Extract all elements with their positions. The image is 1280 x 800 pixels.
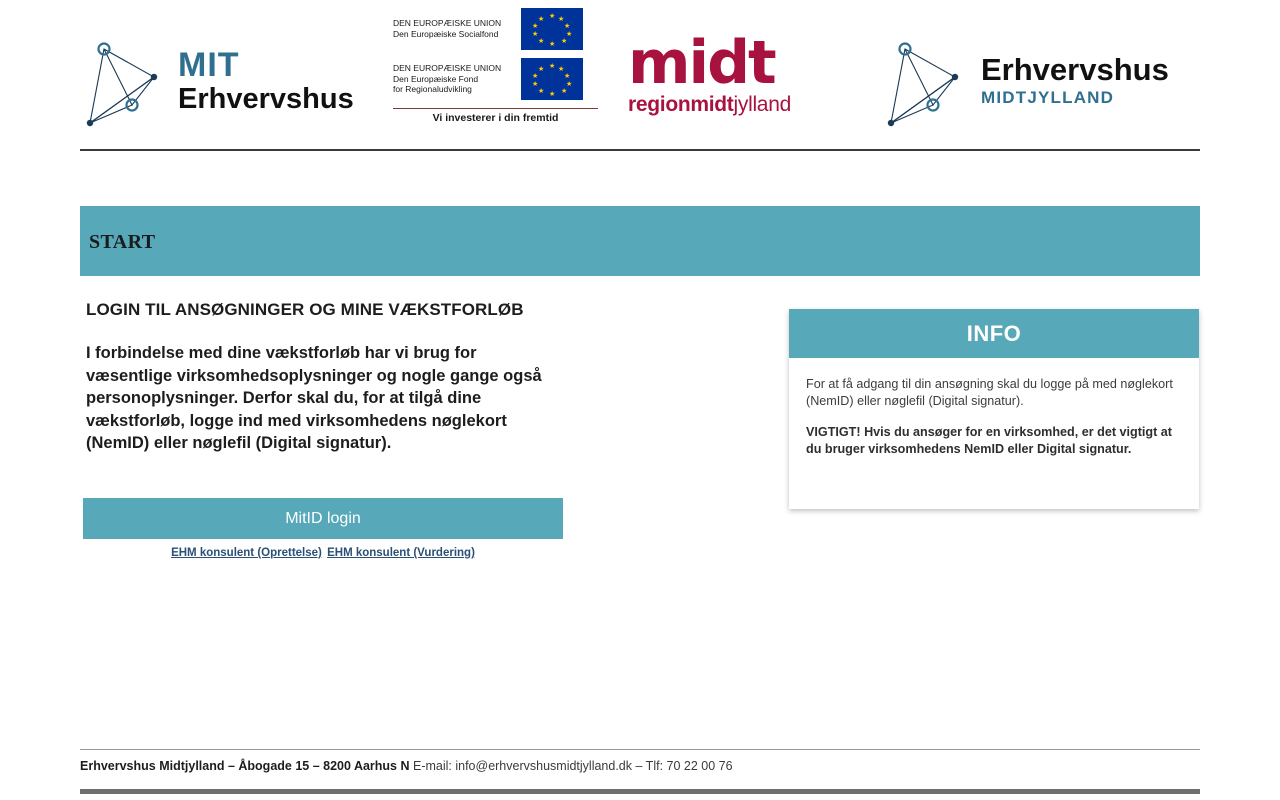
link-ehm-konsulent-oprettelse[interactable]: EHM konsulent (Oprettelse)	[171, 547, 322, 559]
logo-mit-line1: MIT	[178, 45, 240, 84]
eu-b1-line2: Den Europæiske Socialfond	[393, 29, 499, 39]
logo-mit-erhvervshus	[82, 33, 432, 128]
eu-b2-line3: for Regionaludvikling	[393, 84, 472, 95]
eu-block-socialfond	[393, 4, 598, 54]
logo-midt-sub-region: region	[628, 93, 691, 116]
eu-b2-line1: DEN EUROPÆISKE UNION	[393, 63, 502, 74]
link-ehm-konsulent-vurdering[interactable]: EHM konsulent (Vurdering)	[327, 547, 475, 559]
footer-divider	[80, 749, 1200, 750]
logo-mit-line2: Erhvervshus	[178, 82, 354, 115]
login-intro-text: I forbindelse med dine vækstforløb har vi brug for væsentlige virksomhedsoplysninger og nogle gange også personoplysninger. Derfor skal du, for at tilgå dine vækstforløb, logge ind med virksomhedens nøglekort (NemID) eller nøglefil (Digital signatur).	[86, 344, 542, 452]
eu-b2-line2: Den Europæiske Fond	[393, 73, 479, 84]
footer-company: Erhvervshus Midtjylland – Åbogade 15 – 8200 Aarhus N	[80, 759, 410, 773]
logo-right-line2: MIDTJYLLAND	[981, 87, 1115, 107]
logo-midt-sub	[628, 94, 833, 116]
info-panel-title: INFO	[789, 309, 1199, 358]
eu-b1-line1: DEN EUROPÆISKE UNION	[393, 18, 502, 29]
network-nodes-icon	[883, 33, 973, 128]
network-nodes-icon	[82, 33, 172, 128]
footer-bottom-bar	[80, 789, 1200, 794]
logo-eu-funds	[393, 4, 598, 129]
logo-erhvervshus-midtjylland	[883, 33, 1203, 128]
page-title: START	[89, 231, 156, 253]
site-header	[80, 0, 1200, 151]
footer-contact	[80, 759, 733, 773]
logo-region-midtjylland	[628, 28, 833, 127]
start-banner	[80, 206, 1200, 276]
logo-midt-sub-midt: midt	[690, 93, 734, 116]
eu-block-regionaludvikling	[393, 54, 598, 104]
logo-midt-sub-jylland: jylland	[733, 93, 791, 116]
footer-contact-details: E-mail: info@erhvervshusmidtjylland.dk – Tlf: 70 22 00 76	[409, 759, 733, 773]
eu-flag-icon: ★ ★ ★ ★ ★ ★ ★ ★ ★ ★	[521, 8, 583, 50]
login-headline: LOGIN TIL ANSØGNINGER OG MINE VÆKSTFORLØB	[86, 300, 524, 319]
eu-slogan: Vi investerer i din fremtid	[432, 112, 559, 124]
logo-right-line1: Erhvervshus	[981, 52, 1169, 88]
mitid-login-button[interactable]: MitID login	[83, 498, 563, 539]
consultant-links	[83, 547, 563, 559]
info-paragraph-1: For at få adgang til din ansøgning skal du logge på med nøglekort (NemID) eller nøglefil (Digital signatur).	[806, 377, 1173, 408]
eu-flag-icon: ★ ★ ★ ★ ★ ★ ★ ★ ★ ★	[521, 58, 583, 100]
eu-divider	[393, 108, 598, 109]
login-section	[86, 300, 686, 559]
info-panel-body	[789, 358, 1199, 458]
info-panel	[789, 309, 1199, 509]
logo-midt-word: midt	[628, 28, 775, 98]
info-paragraph-2: VIGTIGT! Hvis du ansøger for en virksomhed, er det vigtigt at du bruger virksomhedens NemID eller Digital signatur.	[806, 425, 1172, 456]
